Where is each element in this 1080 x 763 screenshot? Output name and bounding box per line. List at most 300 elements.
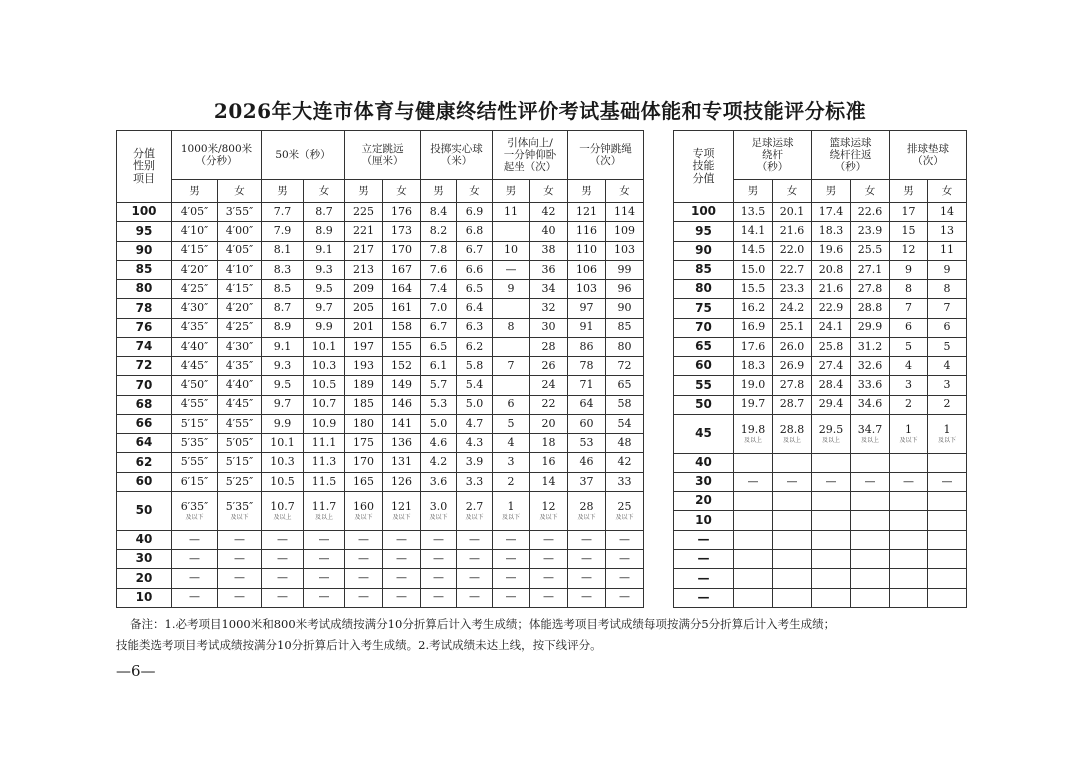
score-cell: — [674,530,734,549]
cell-threshold-note: 及以下 [577,513,596,521]
score-cell: 85 [674,260,734,279]
value-cell [530,241,568,260]
score-cell: 70 [674,318,734,337]
value-cell [530,376,568,395]
cell-value: 7.8 [429,243,448,257]
value-cell [218,241,262,260]
cell-value: — [189,571,200,585]
cell-threshold-note: 及以下 [899,436,918,444]
value-cell [345,376,383,395]
cell-value: 32 [541,301,556,315]
cell-value: 6.4 [465,301,484,315]
col-header-1000m-800m: 1000米/800米 （分秒） [172,131,262,180]
value-cell [773,511,812,530]
cell-value: 13 [940,224,954,238]
cell-value: 14.5 [740,243,766,257]
cell-value: — [619,571,630,585]
value-cell [218,203,262,222]
value-cell [812,588,851,607]
value-cell [568,376,606,395]
value-cell [172,260,218,279]
value-cell [383,260,421,279]
value-cell [383,530,421,549]
right-gender-female: 女 [928,180,967,203]
cell-value: 173 [391,224,412,238]
cell-value: — [234,532,245,546]
value-cell [493,472,530,491]
right-table-row [674,299,967,318]
value-cell [421,318,457,337]
value-cell [304,491,345,530]
cell-value: 197 [353,339,374,353]
value-cell [304,203,345,222]
value-cell [345,222,383,241]
value-cell [530,530,568,549]
score-cell: 80 [674,280,734,299]
cell-value: 4.3 [465,436,484,449]
value-cell [928,588,967,607]
cell-value: 34 [541,281,556,295]
cell-value: 25 [617,500,632,514]
value-cell [457,357,493,376]
cell-value: 109 [614,224,635,238]
cell-value: 19.7 [740,397,766,411]
value-cell [304,453,345,472]
score-cell: — [674,550,734,569]
value-cell [218,434,262,453]
value-cell [773,569,812,588]
cell-value: — [396,590,407,604]
value-cell [530,414,568,433]
cell-value: — [358,532,369,546]
skill-score-header: 专项 技能 分值 [674,131,734,203]
value-cell [457,472,493,491]
value-cell [606,260,644,279]
cell-value: 7 [943,301,951,315]
value-cell [218,472,262,491]
value-cell [851,241,890,260]
cell-value: — [318,571,330,585]
left-table-row [117,222,644,241]
cell-value: 110 [576,243,597,257]
score-cell: 65 [674,337,734,356]
cell-value: 22.6 [857,204,883,218]
cell-value: 71 [579,378,594,392]
cell-value: 209 [353,281,374,295]
value-cell [493,280,530,299]
cell-value: — [825,474,837,488]
cell-value: 37 [579,474,594,488]
cell-threshold-note: 及以下 [429,513,448,521]
cell-value: 8.9 [315,224,333,238]
value-cell [530,222,568,241]
value-cell [304,395,345,414]
score-cell: 74 [117,337,172,356]
score-cell: 20 [674,492,734,511]
value-cell [345,530,383,549]
cell-value: — [277,551,288,565]
value-cell [172,337,218,356]
cell-value: 12 [541,500,556,514]
cell-value: 86 [579,339,594,353]
left-table-row [117,569,644,588]
value-cell [262,241,304,260]
right-table-row [674,203,967,222]
value-cell [172,280,218,299]
value-cell [734,376,773,395]
cell-value: 4 [943,358,951,372]
right-table-row [674,337,967,356]
value-cell [851,337,890,356]
cell-value: 4′50″ [180,378,209,392]
value-cell [773,414,812,453]
cell-value: 58 [617,397,632,411]
cell-value: 12 [901,243,916,257]
cell-value: 24 [541,378,556,392]
cell-value: 176 [391,204,412,218]
value-cell [493,299,530,318]
value-cell [734,414,773,453]
value-cell [457,588,493,607]
value-cell [773,260,812,279]
value-cell [773,318,812,337]
cell-value: — [903,474,914,488]
cell-value: — [543,551,554,565]
cell-value: 4′15″ [180,243,209,257]
cell-value: — [505,532,517,546]
cell-value: 9.1 [315,243,333,257]
cell-value: — [189,590,200,604]
value-cell [457,530,493,549]
cell-value: 126 [391,474,412,488]
value-cell [773,222,812,241]
cell-value: 6 [905,320,912,334]
cell-value: — [433,532,444,546]
cell-value: 10.3 [270,455,295,469]
cell-value: 213 [353,262,374,276]
cell-value: 8.3 [273,262,292,276]
right-table-row [674,376,967,395]
value-cell [606,318,644,337]
cell-value: 5.3 [429,397,448,411]
cell-threshold-note: 及以上 [273,513,292,521]
value-cell [218,357,262,376]
cell-value: 10.3 [311,358,337,372]
cell-value: 48 [617,436,632,449]
value-cell [890,203,928,222]
value-cell [262,453,304,472]
cell-value: — [358,551,369,565]
value-cell [890,357,928,376]
left-table-row [117,337,644,356]
value-cell [345,550,383,569]
value-cell [928,511,967,530]
value-cell [345,588,383,607]
cell-value: 10.7 [270,500,295,514]
value-cell [421,530,457,549]
cell-value: 4.7 [465,416,484,430]
cell-value: 121 [576,204,597,218]
value-cell [493,550,530,569]
value-cell [851,472,890,491]
cell-threshold-note: 及以下 [392,513,411,521]
cell-value: 5′35″ [225,500,254,514]
left-table-row [117,434,644,453]
value-cell [345,414,383,433]
value-cell [734,280,773,299]
cell-value: 1 [905,422,912,436]
cell-value: 8.7 [273,301,292,315]
value-cell [734,472,773,491]
value-cell [568,395,606,414]
cell-value: 28.7 [779,397,805,411]
value-cell [734,260,773,279]
value-cell [851,318,890,337]
cell-value: 158 [391,320,412,334]
score-cell: 90 [117,241,172,260]
right-table-row [674,357,967,376]
cell-value: 72 [617,358,632,372]
cell-value: 8.5 [273,281,292,295]
cell-value: — [581,590,592,604]
value-cell [262,260,304,279]
cell-value: 65 [617,378,632,392]
cell-value: 19.0 [740,378,766,392]
cell-value: 165 [353,474,374,488]
value-cell [851,569,890,588]
cell-value: 4′25″ [180,281,209,295]
col-header-volleyball-bump: 排球垫球 （次） [890,131,967,180]
cell-value: 221 [353,224,374,238]
cell-value: 14 [940,204,954,218]
value-cell [928,376,967,395]
value-cell [493,491,530,530]
cell-value: 42 [617,455,632,469]
value-cell [493,337,530,356]
value-cell [304,318,345,337]
value-cell [928,472,967,491]
value-cell [304,550,345,569]
cell-threshold-note: 及以上 [782,436,801,444]
cell-value: 19.8 [740,422,766,436]
cell-value: 9.9 [273,416,292,430]
cell-value: 96 [617,281,632,295]
value-cell [172,453,218,472]
score-cell: 100 [117,203,172,222]
cell-value: 6.9 [465,204,484,218]
value-cell [851,395,890,414]
cell-value: 4′25″ [225,320,254,334]
value-cell [812,318,851,337]
cell-value: — [277,590,288,604]
value-cell [734,511,773,530]
cell-value: 17.6 [740,339,766,353]
value-cell [493,588,530,607]
cell-value: — [318,551,330,565]
col-header-rope-skip: 一分钟跳绳 （次） [568,131,644,180]
score-cell: 95 [117,222,172,241]
cell-value: 5 [943,339,951,353]
cell-value: 26.9 [779,358,805,372]
value-cell [262,376,304,395]
cell-value: 152 [391,358,412,372]
value-cell [606,530,644,549]
value-cell [734,569,773,588]
value-cell [262,299,304,318]
cell-value: 9.1 [273,339,292,353]
cell-value: 11.3 [311,455,337,469]
cell-value: 3 [905,378,912,392]
col-header-football-dribble: 足球运球 绕杆 （秒） [734,131,812,180]
right-table-row [674,472,967,491]
cell-value: 28.8 [857,301,883,315]
value-cell [568,260,606,279]
cell-value: — [581,551,592,565]
cell-value: 21.6 [818,281,844,295]
value-cell [383,569,421,588]
cell-value: — [469,590,480,604]
value-cell [345,260,383,279]
value-cell [383,337,421,356]
value-cell [568,203,606,222]
value-cell [218,550,262,569]
cell-value: 91 [579,320,594,334]
value-cell [304,530,345,549]
value-cell [928,395,967,414]
cell-value: — [786,474,798,488]
value-cell [812,492,851,511]
right-table-row [674,511,967,530]
score-cell: — [674,569,734,588]
cell-value: 6.5 [429,339,448,353]
value-cell [773,280,812,299]
value-cell [172,203,218,222]
value-cell [851,299,890,318]
value-cell [568,569,606,588]
value-cell [773,453,812,472]
cell-value: 205 [353,301,374,315]
left-table-row [117,395,644,414]
value-cell [172,550,218,569]
cell-value: 9.3 [315,262,333,276]
value-cell [304,414,345,433]
cell-value: 14.1 [740,224,766,238]
value-cell [218,376,262,395]
right-table-row [674,588,967,607]
value-cell [421,453,457,472]
cell-value: 3.3 [465,474,484,488]
value-cell [493,569,530,588]
cell-value: 22.9 [818,301,844,315]
cell-value: 9 [905,262,912,276]
value-cell [218,337,262,356]
value-cell [345,395,383,414]
score-cell: 76 [117,318,172,337]
cell-value: — [469,532,480,546]
value-cell [734,530,773,549]
cell-threshold-note: 及以下 [354,513,373,521]
score-cell: 55 [674,376,734,395]
value-cell [493,395,530,414]
value-cell [812,203,851,222]
value-cell [851,203,890,222]
value-cell [530,203,568,222]
value-cell [890,241,928,260]
value-cell [383,280,421,299]
cell-value: 18.3 [740,358,766,372]
cell-value: 4′15″ [225,281,254,295]
cell-value: 5′15″ [180,416,209,430]
score-cell: 10 [117,588,172,607]
value-cell [493,318,530,337]
cell-value: 4.2 [429,455,448,469]
value-cell [812,299,851,318]
value-cell [530,472,568,491]
cell-value: 15.5 [740,281,766,295]
value-cell [383,357,421,376]
value-cell [172,241,218,260]
value-cell [928,492,967,511]
value-cell [493,203,530,222]
value-cell [812,453,851,472]
value-cell [345,453,383,472]
cell-value: 38 [541,243,556,257]
cell-value: 7 [507,358,515,372]
value-cell [734,337,773,356]
cell-value: 23.9 [857,224,883,238]
left-table-row [117,376,644,395]
cell-value: 10.1 [270,436,295,449]
value-cell [172,569,218,588]
cell-threshold-note: 及以下 [465,513,484,521]
value-cell [421,280,457,299]
value-cell [851,260,890,279]
value-cell [421,337,457,356]
score-cell: 30 [117,550,172,569]
cell-value: — [189,551,200,565]
value-cell [304,241,345,260]
value-cell [890,530,928,549]
col-header-long-jump: 立定跳远 （厘米） [345,131,421,180]
value-cell [457,491,493,530]
value-cell [262,318,304,337]
value-cell [421,434,457,453]
cell-value: 11.1 [311,436,337,449]
value-cell [812,337,851,356]
value-cell [262,203,304,222]
cell-value: 7.0 [429,301,448,315]
cell-value: 6′35″ [180,500,209,514]
cell-value: — [234,551,245,565]
value-cell [890,222,928,241]
cell-value: 10.5 [311,378,337,392]
value-cell [812,472,851,491]
value-cell [218,491,262,530]
cell-threshold-note: 及以上 [743,436,762,444]
cell-value: 4′45″ [225,397,254,411]
cell-value: 5′35″ [180,436,209,449]
cell-value: 22.7 [779,262,805,276]
cell-value: 1 [943,422,951,436]
value-cell [734,357,773,376]
value-cell [773,395,812,414]
cell-value: 53 [579,436,594,449]
cell-value: 7.6 [429,262,448,276]
left-table-row [117,357,644,376]
cell-value: 4′05″ [180,204,209,218]
value-cell [172,472,218,491]
value-cell [773,588,812,607]
